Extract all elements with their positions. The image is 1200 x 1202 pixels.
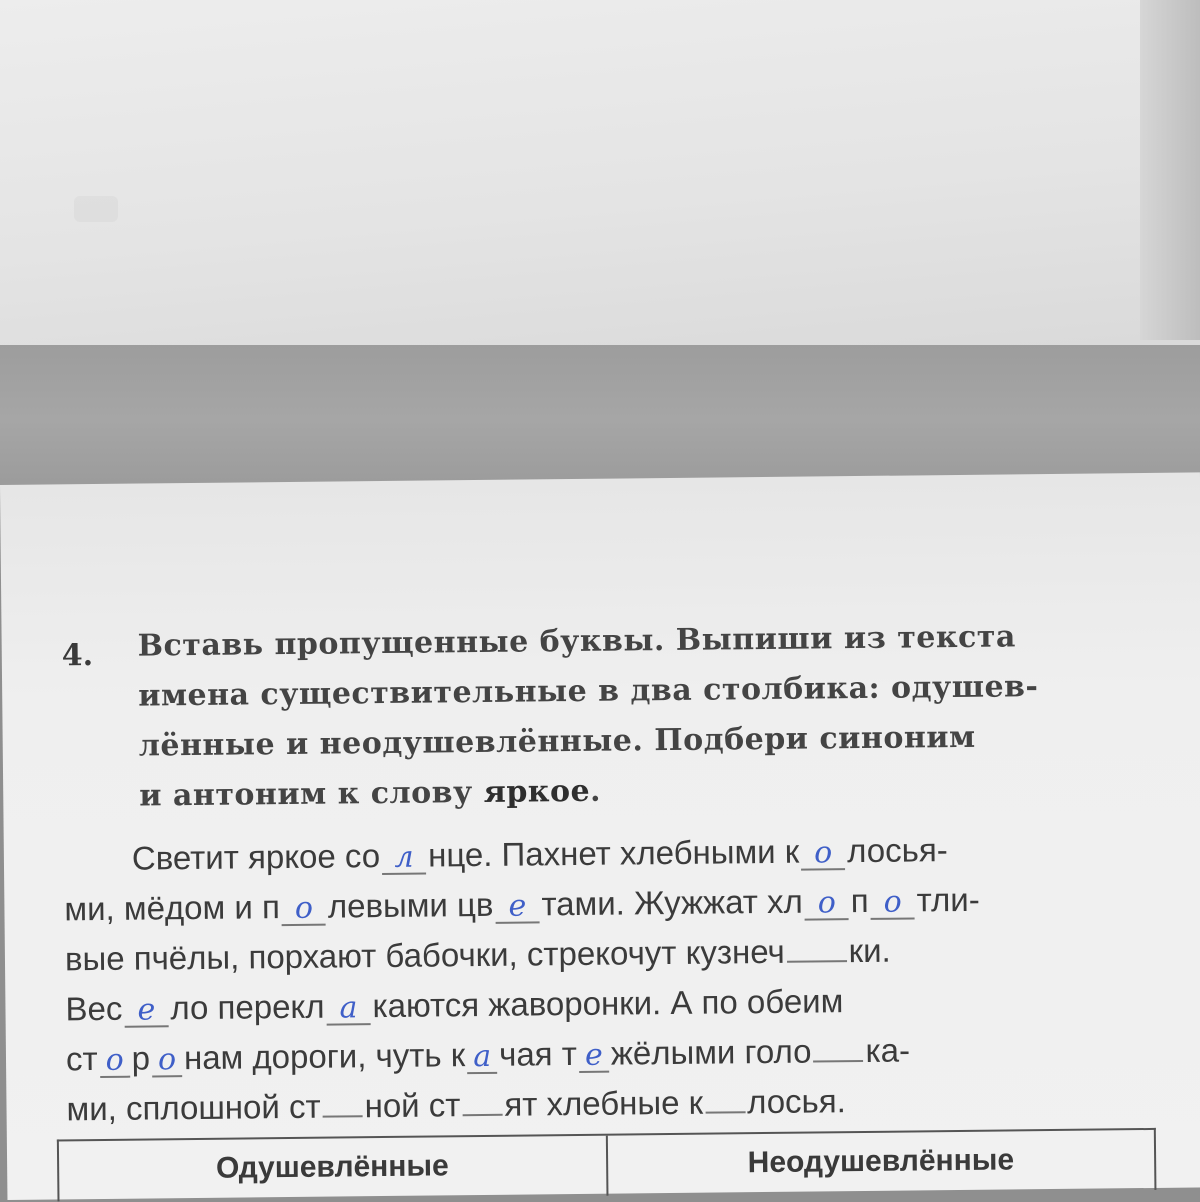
column-header-inanimate: Неодушевлённые (605, 1130, 1154, 1196)
text-line-2: ми, мёдом и п о левыми цв е тами. Жужжат хл о п о тли- (64, 880, 980, 928)
blank[interactable] (467, 1040, 497, 1074)
handwritten-letter: о (883, 884, 902, 920)
instruction-line: Вставь пропущенные буквы. Выпиши из текста (137, 619, 1017, 664)
blank[interactable] (787, 960, 847, 963)
faint-ink-mark (74, 196, 118, 222)
text-line-6: ми, сплошной ст ной ст ят хлебные к лосья. (66, 1082, 846, 1128)
handwritten-letter: е (137, 992, 156, 1028)
exercise-number: 4. (61, 638, 94, 674)
instruction-line: имена существительные в два столбика: одушев- (138, 669, 1039, 714)
blank[interactable] (814, 1060, 864, 1063)
column-header-animate: Одушевлённые (215, 1149, 449, 1185)
blank[interactable] (579, 1039, 609, 1073)
handwritten-letter: е (584, 1037, 603, 1073)
blank[interactable] (805, 886, 849, 920)
blank[interactable] (152, 1043, 182, 1077)
blank[interactable] (705, 1111, 745, 1113)
blank[interactable] (99, 1044, 129, 1078)
blank[interactable] (801, 836, 845, 870)
blank[interactable] (323, 1115, 363, 1117)
handwritten-letter: а (473, 1038, 492, 1075)
handwritten-letter: е (508, 888, 527, 924)
instruction-line: лённые и неодушевлённые. Подбери синоним (138, 719, 976, 764)
exercise-text (64, 823, 1132, 1134)
handwritten-letter: о (157, 1042, 177, 1078)
workbook-page (0, 472, 1200, 1200)
text-line-4: Вес е ло перекл а каются жаворонки. А по обеим (65, 982, 844, 1028)
keyword: яркое (483, 773, 591, 810)
keyword-end: . (589, 773, 602, 809)
blank[interactable] (282, 892, 326, 926)
text-line-1: Светит яркое со л нце. Пахнет хлебными к о лосья- (131, 831, 948, 877)
handwritten-letter: а (339, 990, 358, 1026)
handwritten-letter: о (105, 1042, 124, 1078)
blank[interactable] (326, 991, 370, 1025)
blank[interactable] (124, 993, 168, 1027)
blank[interactable] (382, 841, 426, 875)
blank[interactable] (462, 1114, 502, 1116)
handwritten-letter: л (394, 839, 414, 875)
blank[interactable] (870, 885, 914, 919)
handwritten-letter: о (817, 885, 837, 921)
handwritten-letter: о (813, 835, 833, 871)
text-line-3: вые пчёлы, порхают бабочки, стрекочут кузнеч ки. (64, 931, 891, 978)
top-paper-sheet (0, 0, 1200, 360)
instruction-text: и антоним к слову (139, 774, 484, 814)
handwritten-letter: о (294, 890, 314, 926)
page-shadow (0, 345, 1200, 495)
blank[interactable] (495, 889, 539, 923)
exercise-instruction (137, 611, 1119, 821)
top-paper-edge (1140, 0, 1200, 340)
answer-table (57, 1128, 1157, 1202)
instruction-line (139, 761, 1119, 821)
text-line-5: ст о р о нам дороги, чуть к а чая т е жёлыми голо ка- (65, 1031, 911, 1078)
